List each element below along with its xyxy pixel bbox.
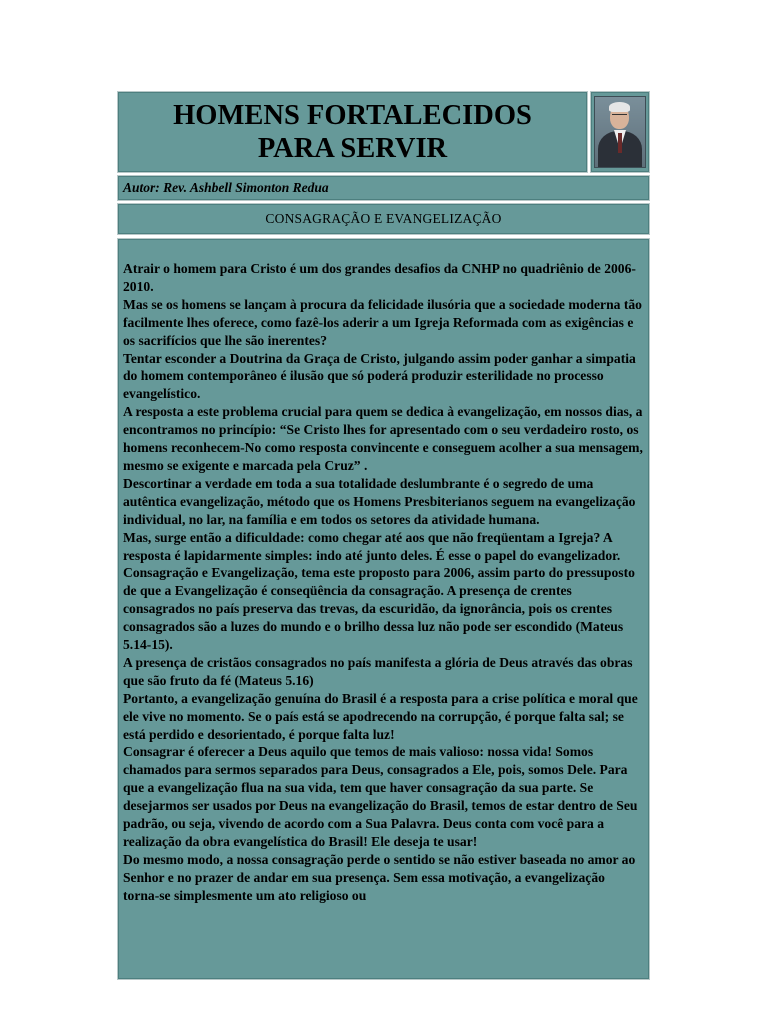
document-page (117, 91, 650, 980)
paragraph: Portanto, a evangelização genuína do Brasil é a resposta para a crise política e moral que ele vive no momento. Se o país está se apodrecendo na corrupção, é porque falta sal; se está perdido e desorientado, é porque falta luz! (123, 690, 638, 742)
photo-cell (590, 91, 650, 173)
paragraph: Consagração e Evangelização, tema este proposto para 2006, assim parto do pressuposto de que a Evangelização é conseqüência da consagração. A presença de crentes consagrados no país preserva das trevas, da escuridão, da ignorância, pois os crentes consagrados são a luzes do mundo e o brilho dessa luz não pode ser escondido (Mateus 5.14-15). (123, 565, 635, 653)
section-title: CONSAGRAÇÃO E EVANGELIZAÇÃO (265, 211, 502, 226)
author-row (117, 175, 650, 201)
author-portrait-icon (594, 96, 646, 168)
paragraph: Atrair o homem para Cristo é um dos grandes desafios da CNHP no quadriênio de 2006-2010. (123, 261, 636, 294)
article-body (117, 238, 650, 980)
paragraph: Tentar esconder a Doutrina da Graça de Cristo, julgando assim poder ganhar a simpatia do homem contemporâneo é ilusão que só poderá produzir esterilidade no processo evangelístico. (123, 350, 636, 402)
paragraph: A presença de cristãos consagrados no país manifesta a glória de Deus através das obras que são fruto da fé (Mateus 5.16) (123, 654, 633, 688)
paragraph: Consagrar é oferecer a Deus aquilo que temos de mais valioso: nossa vida! Somos chamados para sermos separados para Deus, consagrados a Ele, pois, somos Dele. Para que a evangelização flua na sua vida, tem que haver consagração da sua parte. Se desejarmos ser usados por Deus na evangelização do Brasil, temos de estar dentro de Seu padrão, ou seja, vivendo de acordo com a Sua Palavra. Deus conta com você para a realização da obra evangelística do Brasil! Ele deseja te usar! (123, 744, 638, 849)
paragraph: Mas, surge então a dificuldade: como chegar até aos que não freqüentam a Igreja? A resposta é lapidarmente simples: indo até junto deles. É esse o papel do evangelizador. (123, 529, 621, 563)
author-label: Autor: Rev. Ashbell Simonton Redua (123, 180, 329, 195)
title-cell (117, 91, 588, 173)
paragraph: Mas se os homens se lançam à procura da felicidade ilusória que a sociedade moderna tão facilmente lhes oferece, como fazê-los aderir a um Igreja Reformada com as exigências e os sacrifícios que lhe são inerentes? (123, 296, 642, 348)
title-line-1: HOMENS FORTALECIDOS (173, 100, 532, 131)
paragraph: Do mesmo modo, a nossa consagração perde o sentido se não estiver baseada no amor ao Senhor e no prazer de andar em sua presença. Sem essa motivação, a evangelização torna-se simplesmente um ato religioso ou (123, 851, 636, 903)
title-line-2: PARA SERVIR (257, 133, 448, 164)
title-row (117, 91, 650, 173)
section-title-row (117, 203, 650, 235)
paragraph: A resposta a este problema crucial para quem se dedica à evangelização, em nossos dias, a encontramos no princípio: “Se Cristo lhes for apresentado com o seu verdadeiro rosto, os homens reconhecem-No como resposta convincente e conseguem acolher a sua mensagem, mesmo se exigente e marcada pela Cruz” . (123, 404, 643, 473)
paragraph: Descortinar a verdade em toda a sua totalidade deslumbrante é o segredo de uma autêntica evangelização, método que os Homens Presbiterianos seguem na evangelização individual, no lar, na família e em todos os setores da atividade humana. (123, 475, 636, 527)
page-title (173, 99, 532, 165)
